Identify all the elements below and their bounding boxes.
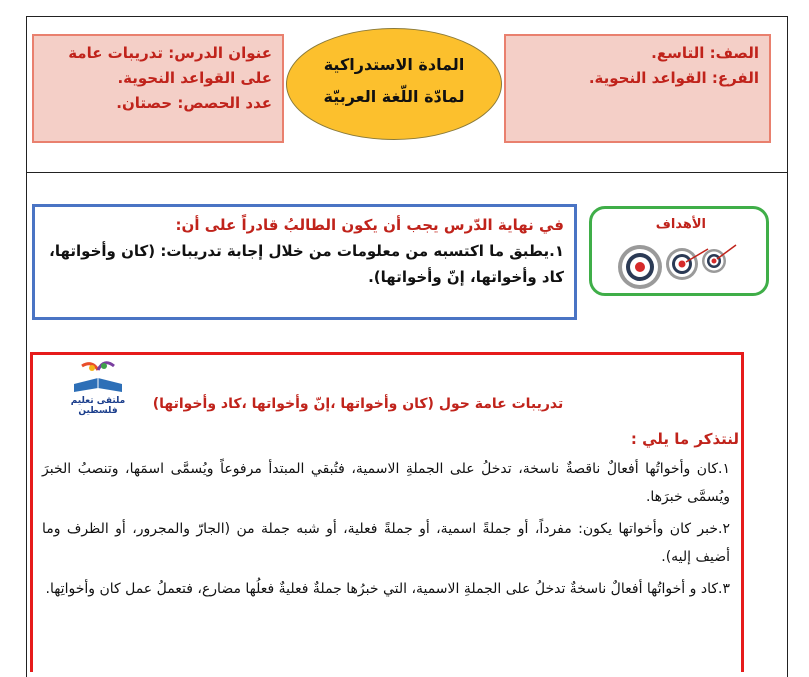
goals-lead: في نهاية الدّرس يجب أن يكون الطالبُ قادراً على أن: (175, 216, 564, 234)
goal-item-1: ١.يطبق ما اكتسبه من معلومات من خلال إجابة تدريبات: (كان وأخواتها، كاد وأخواتها، إنّ وأخواتها). (49, 242, 564, 286)
goals-badge (589, 206, 769, 296)
logo-book-icon (52, 358, 144, 398)
remember-heading: لنتذكر ما يلي : (630, 430, 739, 448)
goals-badge-label: الأهداف (655, 217, 706, 232)
lesson-info-box (32, 34, 284, 143)
subject-line-2: لمادّة اللّغة العربيّة (323, 87, 465, 106)
section-divider (26, 172, 787, 173)
lesson-title: عنوان الدرس: تدريبات عامة على القواعد النحوية. (68, 44, 272, 87)
exercises-title: تدريبات عامة حول (كان وأخواتها ،إنّ وأخواتها ،كاد وأخواتها) (152, 396, 564, 412)
subject-line-1: المادة الاستدراكية (323, 55, 465, 74)
list-item: ٣.كاد و أخواتُها أفعالٌ ناسخةٌ تدخلُ على الجملةِ الاسمية، التي خبرُها جملةٌ فعليةٌ فعلُها مضارع، فتعملُ عمل كان وأخواتِها. (45, 581, 730, 597)
periods-count: عدد الحصص: حصتان. (116, 94, 272, 112)
branch-label: الفرع: القواعد النحوية. (588, 69, 759, 87)
grade-info-box (504, 34, 771, 143)
goals-box (32, 204, 577, 320)
grade-label: الصف: التاسع. (651, 44, 759, 62)
list-item: ٢.خبر كان وأخواتها يكون: مفرداً، أو جملةً اسمية، أو جملةً فعلية، أو شبه جملة من (الجارّ والمجرور، أو الظرف وما أضيف إليه). (42, 521, 730, 565)
logo-text: ملتقى تعليم فلسطين (70, 396, 126, 416)
rules-list (42, 455, 730, 607)
targets-icon (612, 233, 742, 291)
subject-oval (286, 28, 502, 140)
list-item: ١.كان وأخواتُها أفعالٌ ناقصةٌ ناسخة، تدخلُ على الجملةِ الاسمية، فتُبقي المبتدأ مرفوعاً ويُسمَّى اسمَها، وتنصبُ الخبرَ ويُسمَّى خبرَها. (42, 461, 730, 505)
